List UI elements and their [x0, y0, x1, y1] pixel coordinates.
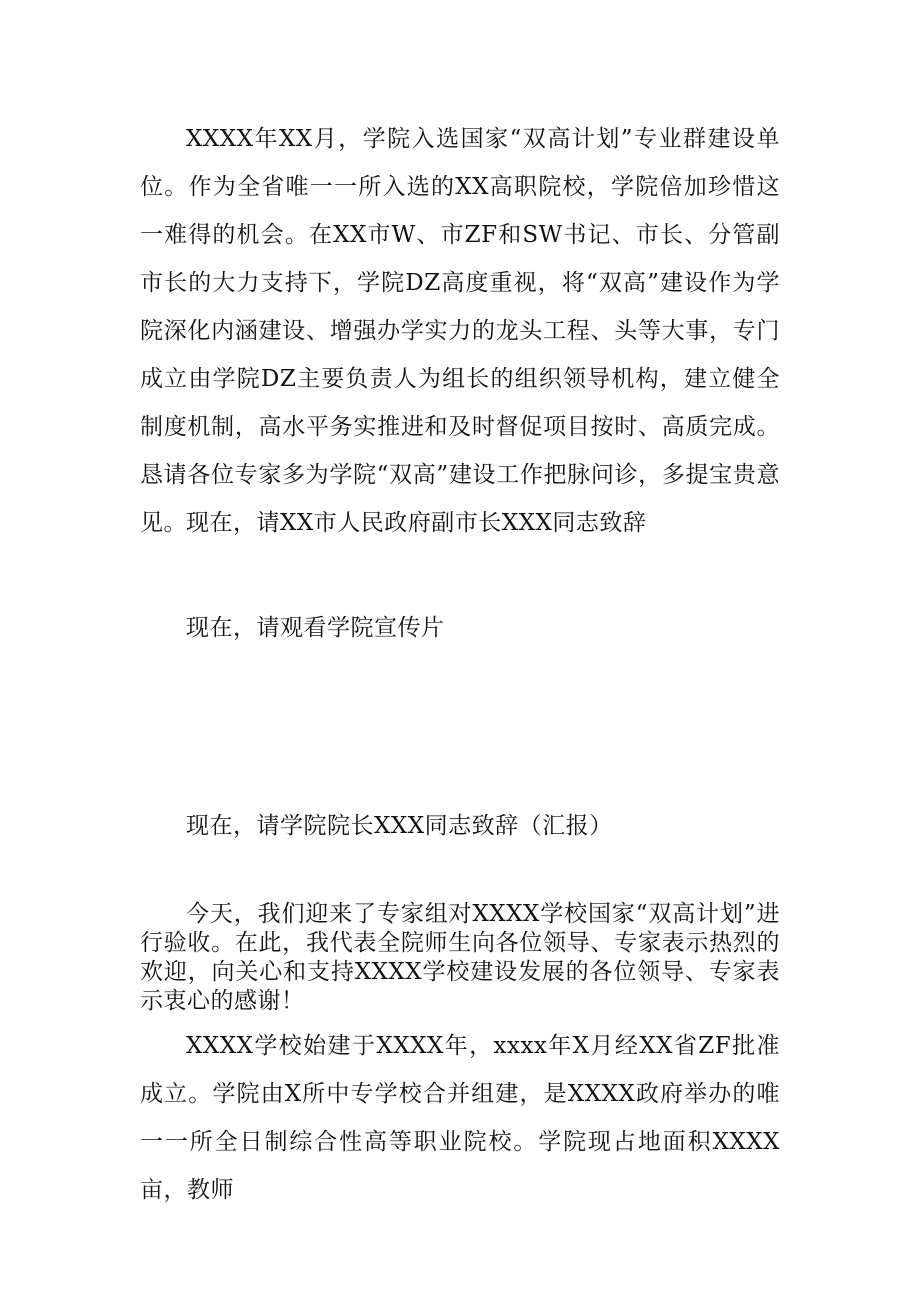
paragraph-double-high-selection: XXXX年XX月，学院入选国家“双高计划”专业群建设单位。作为全省唯一一所入选的XX高职院校，学院倍加珍惜这一难得的机会。在XX市W、市ZF和SW书记、市长、分管副市长的大力支持下，学院DZ高度重视，将“双高”建设作为学院深化内涵建设、增强办学实力的龙头工程、头等大事，专门成立由学院DZ主要负责人为组长的组织领导机构，建立健全制度机制，高水平务实推进和及时督促项目按时、高质完成。恳请各位专家多为学院“双高”建设工作把脉问诊，多提宝贵意见。: [140, 126, 780, 536]
paragraph-welcome: 今天，我们迎来了专家组对XXXX学校国家“双高计划”进行验收。在此，我代表全院师生向各位领导、专家表示热烈的欢迎，向关心和支持XXXX学校建设发展的各位领导、专家表示衷心的感谢！: [140, 901, 780, 1014]
paragraph-promo-video: 现在，请观看学院宣传片: [186, 615, 445, 641]
paragraph-president-speech: 现在，请学院院长XXX同志致辞（汇报）: [186, 813, 613, 839]
paragraph-vice-mayor-speech: 现在，请XX市人民政府副市长XXX同志致辞: [186, 510, 647, 536]
paragraph-school-history: XXXX学校始建于XXXX年，xxxx年X月经XX省ZF批准成立。学院由X所中专学校合并组建，是XXXX政府举办的唯一一所全日制综合性高等职业院校。学院现占地面积XXXX亩，教师: [140, 1033, 780, 1203]
